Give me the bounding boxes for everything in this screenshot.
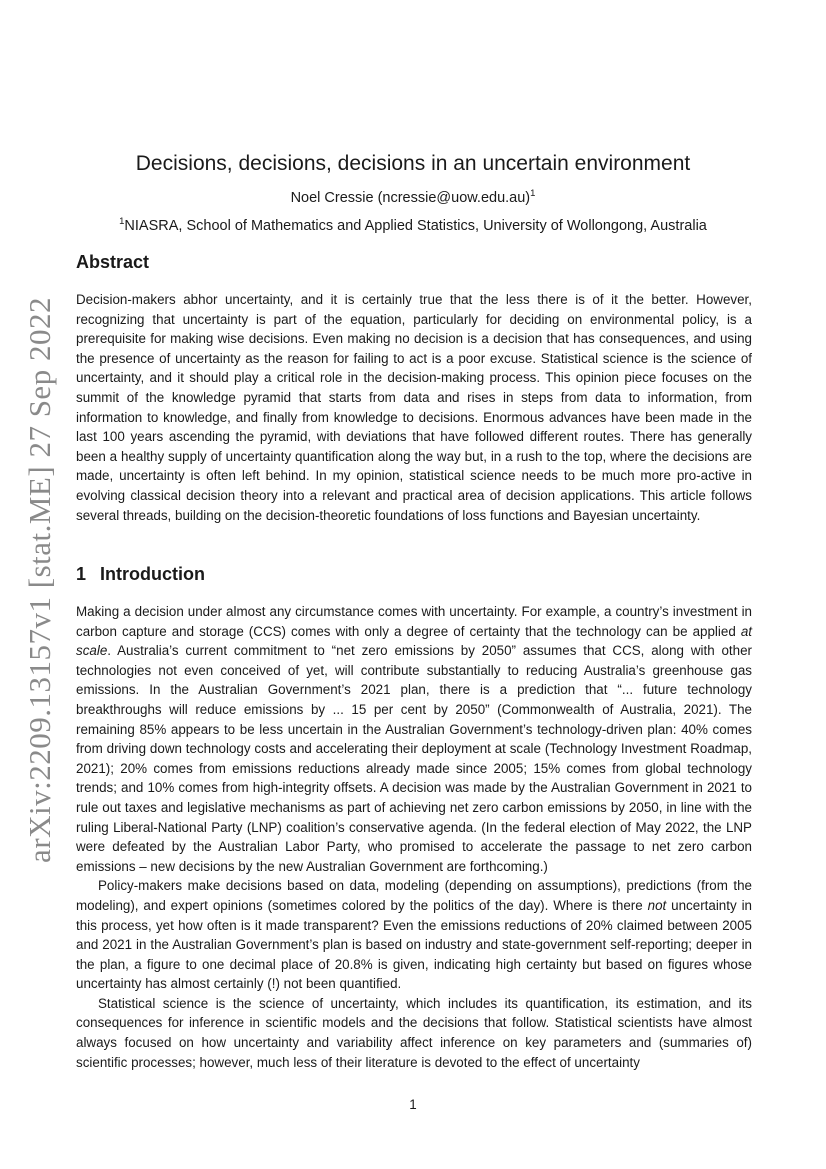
introduction-heading (76, 564, 205, 585)
section-title: Introduction (100, 564, 205, 584)
intro-paragraph-1 (76, 602, 752, 876)
intro-p1-emphasis: at scale (76, 623, 752, 659)
intro-p1-text-b: . Australia’s current commitment to “net zero emissions by 2050” assumes that CCS, along with other technologies not even conceived of yet, will contribute substantially to reducing Australia’s greenhouse gas emissions. In the Australian Government’s 2021 plan, there is a prediction that “... future technology breakthroughs will reduce emissions by ... 15 per cent by 2050” (Commonwealth of Australia, 2021). The remaining 85% appears to be less uncertain in the Australian Government’s technology-driven plan: 40% comes from driving down technology costs and accelerating their deployment at scale (Technology Investment Roadmap, 2021); 20% comes from emissions reductions already made since 2005; 15% comes from global technology trends; and 10% comes from high-integrity offsets. A decision was made by the Australian Government in 2021 to rule out taxes and legislative mechanisms as part of achieving net zero carbon emissions by 2050, in line with the ruling Liberal-National Party (LNP) coalition’s conservative agenda. (In the federal election of May 2022, the LNP were defeated by the Australian Labor Party, who promised to accelerate the passage to net zero carbon emissions – new decisions by the new Australian Government are forthcoming.) (76, 643, 752, 874)
intro-paragraph-3: Statistical science is the science of uncertainty, which includes its quantification, its estimation, and its consequences for inference in scientific models and the decisions that follow. Statistical scientists have almost always focused on how uncertainty and variability affect inference on key parameters and (summaries of) scientific processes; however, much less of their literature is devoted to the effect of uncertainty (76, 995, 752, 1070)
page-number: 1 (409, 1097, 417, 1112)
intro-paragraph-2 (76, 876, 752, 994)
introduction-body (76, 602, 752, 1072)
author-superscript: 1 (530, 188, 536, 199)
author-name: Noel Cressie (ncressie@uow.edu.au) (290, 189, 531, 206)
abstract-heading: Abstract (76, 252, 150, 272)
intro-p1-text-a: Making a decision under almost any circumstance comes with uncertainty. For example, a country’s investment in carbon capture and storage (CCS) comes with only a degree of certainty that the technology can be applied (76, 604, 752, 639)
section-number: 1 (76, 564, 87, 584)
intro-p2-emphasis: not (647, 897, 667, 913)
affiliation-line (0, 216, 826, 234)
intro-p2-text-b: uncertainty in this process, yet how often is it made transparent? Even the emissions reductions of 20% claimed between 2005 and 2021 in the Australian Government’s plan is based on industry and state-government self-reporting; deeper in the plan, a figure to one decimal place of 20.8% is given, indicating high certainty but based on figures whose uncertainty has almost certainly (!) not been quantified. (76, 897, 752, 992)
arxiv-identifier-text: arXiv:2209.13157v1 [stat.ME] 27 Sep 2022 (22, 297, 58, 863)
affiliation-superscript: 1 (119, 216, 125, 227)
arxiv-identifier-stamp (10, 297, 70, 863)
author-line (0, 188, 826, 206)
affiliation-text: NIASRA, School of Mathematics and Applied Statistics, University of Wollongong, Australia (124, 217, 707, 234)
paper-title: Decisions, decisions, decisions in an uncertain environment (135, 152, 691, 175)
abstract-body: Decision-makers abhor uncertainty, and it is certainly true that the less there is of it the better. However, recognizing that uncertainty is part of the equation, particularly for deciding on environmental policy, is a prerequisite for making wise decisions. Even making no decision is a decision that has consequences, and using the presence of uncertainty as the reason for failing to act is a poor excuse. Statistical science is the science of uncertainty, and it should play a critical role in the decision-making process. This opinion piece focuses on the summit of the knowledge pyramid that starts from data and rises in steps from data to information, from information to knowledge, and finally from knowledge to decisions. Enormous advances have been made in the last 100 years ascending the pyramid, with deviations that have followed different routes. There has generally been a healthy supply of uncertainty quantification along the way but, in a rush to the top, where the decisions are made, uncertainty is often left behind. In my opinion, statistical science needs to be much more pro-active in evolving classical decision theory into a relevant and practical area of decision applications. This article follows several threads, building on the decision-theoretic foundations of loss functions and Bayesian uncertainty. (76, 292, 752, 523)
intro-p2-text-a: Policy-makers make decisions based on data, modeling (depending on assumptions), predictions (from the modeling), and expert opinions (sometimes colored by the politics of the day). Where is there (76, 878, 752, 913)
